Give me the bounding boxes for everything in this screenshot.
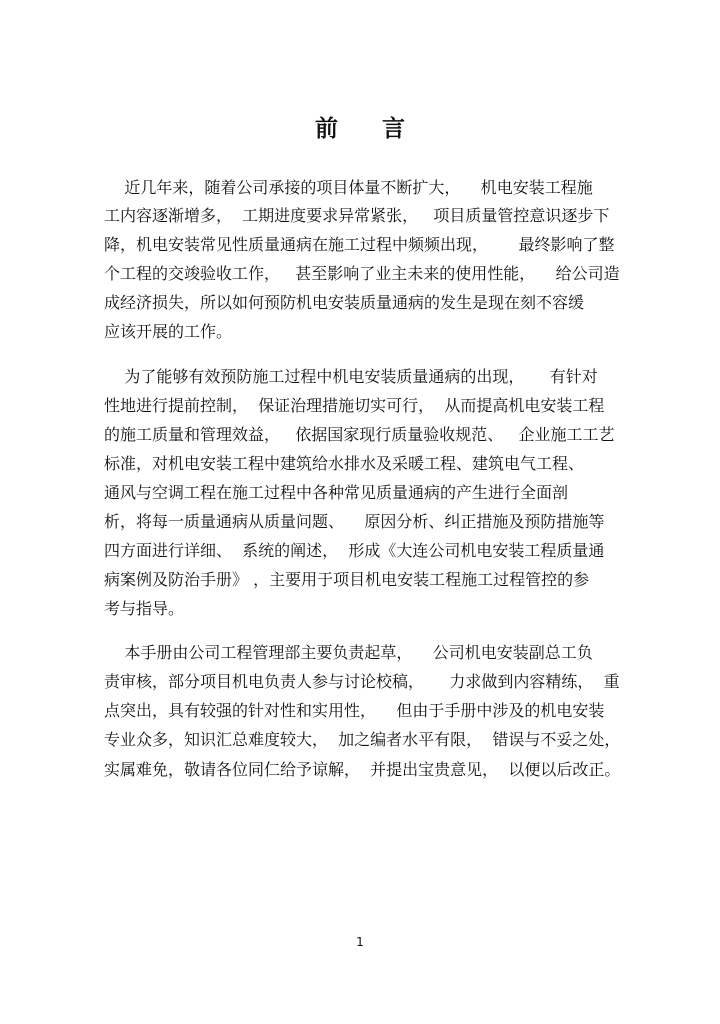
paragraph-line: 专业众多，知识汇总难度较大， 加之编者水平有限， 错误与不妥之处， <box>104 730 621 749</box>
paragraph-line: 为了能够有效预防施工过程中机电安装质量通病的出现， 有针对 <box>104 367 598 386</box>
paragraph-line: 析，将每一质量通病从质量问题、 原因分析、纠正措施及预防措施等 <box>104 512 605 531</box>
paragraph-line: 通风与空调工程在施工过程中各种常见质量通病的产生进行全面剖 <box>104 483 569 502</box>
paragraph-line: 本手册由公司工程管理部主要负责起草， 公司机电安装副总工负 <box>104 643 593 662</box>
paragraph-line: 四方面进行详细、 系统的阐述， 形成《大连公司机电安装工程质量通 <box>104 541 605 560</box>
paragraph-line: 点突出，具有较强的针对性和实用性， 但由于手册中涉及的机电安装 <box>104 701 605 720</box>
title-char-1: 前 <box>315 116 338 142</box>
paragraph-line: 考与指导。 <box>104 599 185 618</box>
paragraph-line: 责审核，部分项目机电负责人参与讨论校稿， 力求做到内容精练， 重 <box>104 672 620 691</box>
paragraph-line: 病案例及防治手册》 ，主要用于项目机电安装工程施工过程管控的参 <box>104 570 590 589</box>
paragraph-line: 实属难免，敬请各位同仁给予谅解， 并提出宝贵意见， 以便以后改正。 <box>104 760 621 779</box>
paragraph-line: 应该开展的工作。 <box>104 322 233 341</box>
paragraph-line: 降，机电安装常见性质量通病在施工过程中频频出现， 最终影响了整 <box>104 235 615 254</box>
page-number: 1 <box>356 935 364 949</box>
paragraph-line: 成经济损失，所以如何预防机电安装质量通病的发生是现在刻不容缓 <box>104 293 585 312</box>
paragraph-line: 近几年来，随着公司承接的项目体量不断扩大， 机电安装工程施 <box>104 178 593 197</box>
paragraph-line: 个工程的交竣验收工作， 甚至影响了业主未来的使用性能， 给公司造 <box>104 264 620 283</box>
paragraph-line: 性地进行提前控制， 保证治理措施切实可行， 从而提高机电安装工程 <box>104 396 605 415</box>
paragraph-line: 工内容逐渐增多， 工期进度要求异常紧张， 项目质量管控意识逐步下 <box>104 206 610 225</box>
paragraph-line: 的施工质量和管理效益， 依据国家现行质量验收规范、 企业施工工艺 <box>104 425 615 444</box>
paragraph-line: 标准，对机电安装工程中建筑给水排水及采暖工程、建筑电气工程、 <box>104 454 585 473</box>
page-title <box>0 110 720 143</box>
title-char-2: 言 <box>382 116 405 142</box>
